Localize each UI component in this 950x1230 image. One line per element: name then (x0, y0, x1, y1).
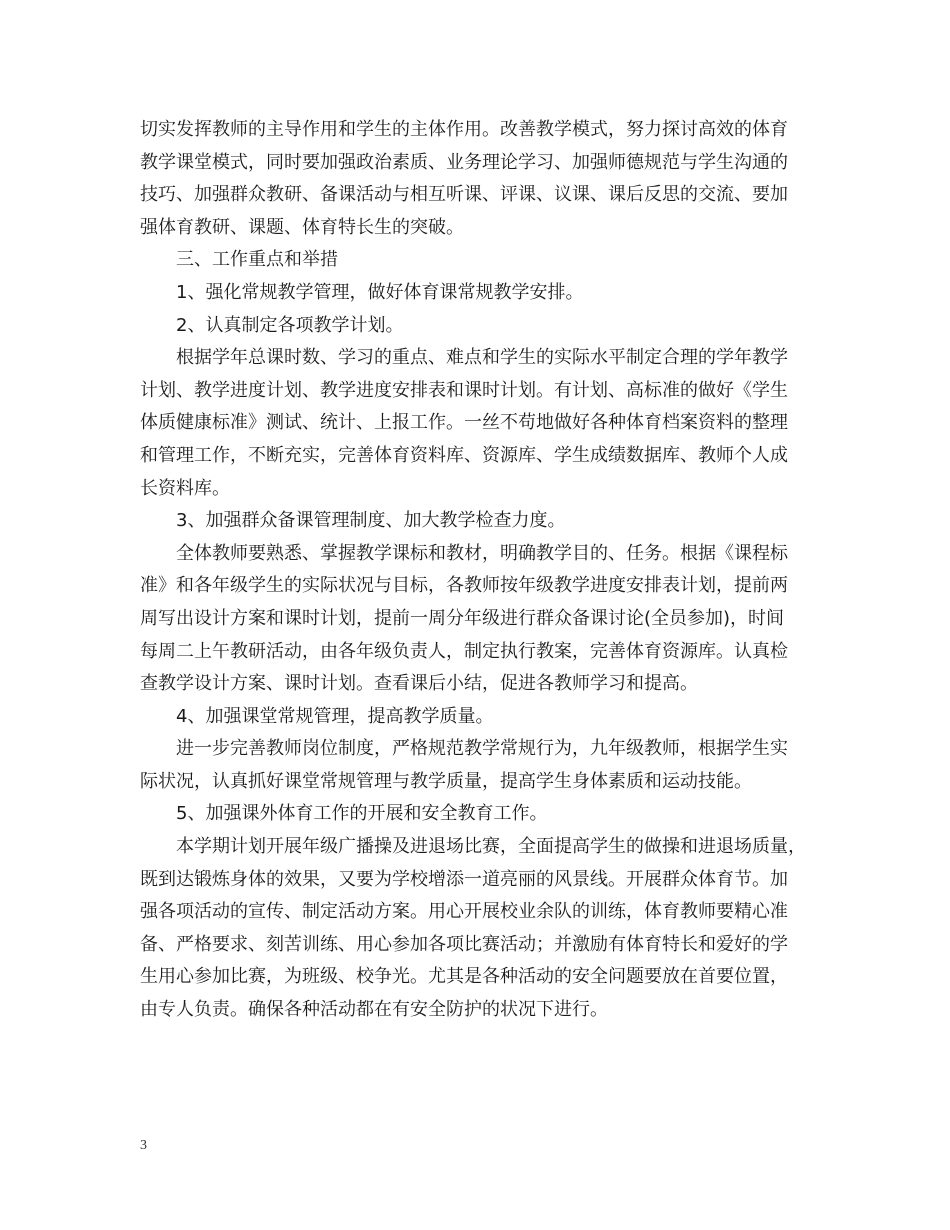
body-paragraph (140, 798, 820, 831)
body-paragraph (140, 342, 820, 505)
text-line: 1、强化常规教学管理，做好体育课常规教学安排。 (176, 281, 584, 303)
text-line: 既到达锻炼身体的效果，又要为学校增添一道亮丽的风景线。开展群众体育节。加 (140, 868, 788, 890)
text-line: 体质健康标准》测试、统计、上报工作。一丝不苟地做好各种体育档案资料的整理 (140, 412, 788, 434)
body-paragraph (140, 538, 820, 701)
body-paragraph (140, 831, 820, 1027)
text-line: 强各项活动的宣传、制定活动方案。用心开展校业余队的训练，体育教师要精心准 (140, 901, 788, 923)
body-paragraph (140, 114, 820, 244)
document-body (140, 114, 820, 1027)
text-line: 查教学设计方案、课时计划。查看课后小结，促进各教师学习和提高。 (140, 673, 698, 695)
text-line: 本学期计划开展年级广播操及进退场比赛，全面提高学生的做操和进退场质量， (176, 836, 806, 858)
body-paragraph (140, 244, 820, 277)
text-line: 生用心参加比赛，为班级、校争光。尤其是各种活动的安全问题要放在首要位置， (140, 966, 788, 988)
body-paragraph (140, 277, 820, 310)
text-line: 2、认真制定各项教学计划。 (176, 314, 404, 336)
text-line: 长资料库。 (140, 477, 230, 499)
body-paragraph (140, 310, 820, 343)
body-paragraph (140, 505, 820, 538)
text-line: 备、严格要求、刻苦训练、用心参加各项比赛活动；并激励有体育特长和爱好的学 (140, 933, 788, 955)
text-line: 根据学年总课时数、学习的重点、难点和学生的实际水平制定合理的学年教学 (176, 347, 788, 369)
text-line: 进一步完善教师岗位制度，严格规范教学常规行为，九年级教师，根据学生实 (176, 738, 788, 760)
text-line: 由专人负责。确保各种活动都在有安全防护的状况下进行。 (140, 999, 608, 1021)
text-line: 教学课堂模式，同时要加强政治素质、业务理论学习、加强师德规范与学生沟通的 (140, 151, 788, 173)
text-line: 计划、教学进度计划、教学进度安排表和课时计划。有计划、高标准的做好《学生 (140, 379, 788, 401)
text-line: 全体教师要熟悉、掌握教学课标和教材，明确教学目的、任务。根据《课程标 (176, 542, 788, 564)
text-line: 技巧、加强群众教研、备课活动与相互听课、评课、议课、课后反思的交流、要加 (140, 184, 788, 206)
text-line: 5、加强课外体育工作的开展和安全教育工作。 (176, 803, 548, 825)
text-line: 三、工作重点和举措 (176, 249, 338, 271)
text-line: 周写出设计方案和课时计划，提前一周分年级进行群众备课讨论(全员参加)，时间 (140, 607, 785, 629)
text-line: 每周二上午教研活动，由各年级负责人，制定执行教案，完善体育资源库。认真检 (140, 640, 788, 662)
text-line: 3、加强群众备课管理制度、加大教学检查力度。 (176, 510, 566, 532)
text-line: 切实发挥教师的主导作用和学生的主体作用。改善教学模式，努力探讨高效的体育 (140, 119, 788, 140)
text-line: 准》和各年级学生的实际状况与目标，各教师按年级教学进度安排表计划，提前两 (140, 575, 788, 597)
text-line: 和管理工作，不断充实，完善体育资料库、资源库、学生成绩数据库、教师个人成 (140, 444, 788, 466)
text-line: 际状况，认真抓好课堂常规管理与教学质量，提高学生身体素质和运动技能。 (140, 770, 752, 792)
body-paragraph (140, 701, 820, 734)
page-number: 3 (140, 1138, 147, 1153)
body-paragraph (140, 733, 820, 798)
text-line: 4、加强课堂常规管理，提高教学质量。 (176, 705, 494, 727)
text-line: 强体育教研、课题、体育特长生的突破。 (140, 216, 464, 238)
